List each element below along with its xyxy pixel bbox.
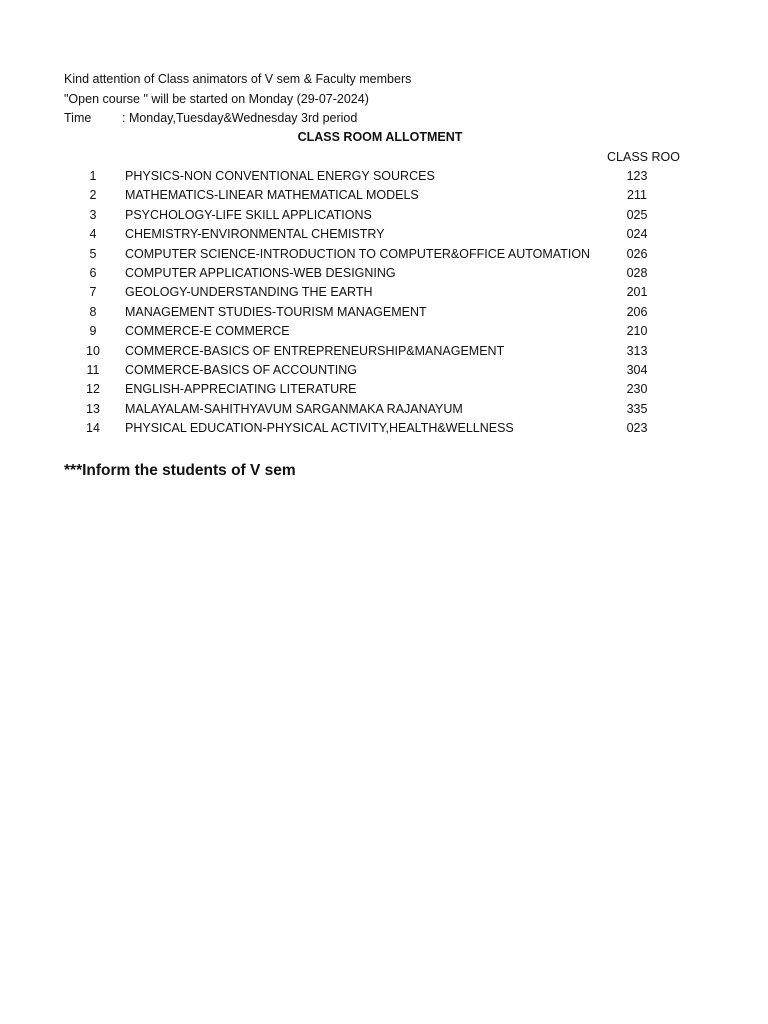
course-name: COMMERCE-E COMMERCE bbox=[125, 324, 290, 339]
table-row bbox=[0, 284, 768, 303]
table-row bbox=[0, 381, 768, 400]
table-row bbox=[0, 304, 768, 323]
row-number: 2 bbox=[89, 188, 97, 203]
row-number: 8 bbox=[89, 304, 97, 319]
room-number: 304 bbox=[626, 362, 648, 377]
room-number: 201 bbox=[626, 285, 648, 300]
row-number: 11 bbox=[86, 362, 100, 377]
course-name: ENGLISH-APPRECIATING LITERATURE bbox=[125, 382, 357, 397]
room-number: 028 bbox=[626, 265, 648, 280]
course-name: CHEMISTRY-ENVIRONMENTAL CHEMISTRY bbox=[125, 227, 385, 242]
room-number: 206 bbox=[626, 304, 648, 319]
room-number: 024 bbox=[626, 227, 648, 242]
course-name: MALAYALAM-SAHITHYAVUM SARGANMAKA RAJANAYUM bbox=[125, 401, 463, 416]
table-row bbox=[0, 420, 768, 439]
row-number: 4 bbox=[89, 227, 97, 242]
table-row bbox=[0, 207, 768, 226]
room-column-header: CLASS ROO bbox=[607, 150, 680, 164]
row-number: 13 bbox=[86, 401, 100, 416]
course-name: MANAGEMENT STUDIES-TOURISM MANAGEMENT bbox=[125, 304, 427, 319]
table-row bbox=[0, 362, 768, 381]
allotment-table bbox=[0, 168, 768, 439]
table-row bbox=[0, 168, 768, 187]
room-number: 230 bbox=[626, 382, 648, 397]
table-row bbox=[0, 226, 768, 245]
room-number: 313 bbox=[626, 343, 648, 358]
row-number: 12 bbox=[86, 382, 100, 397]
course-name: COMMERCE-BASICS OF ENTREPRENEURSHIP&MANAGEMENT bbox=[125, 343, 505, 358]
course-name: GEOLOGY-UNDERSTANDING THE EARTH bbox=[125, 285, 373, 300]
notice-line-open-course: "Open course " will be started on Monday (29-07-2024) bbox=[64, 92, 369, 106]
room-number: 026 bbox=[626, 246, 648, 261]
room-number: 025 bbox=[626, 207, 648, 222]
room-number: 123 bbox=[626, 169, 648, 183]
row-number: 3 bbox=[89, 207, 97, 222]
course-name: PHYSICAL EDUCATION-PHYSICAL ACTIVITY,HEALTH&WELLNESS bbox=[125, 421, 514, 436]
time-label: Time bbox=[64, 111, 92, 125]
table-row bbox=[0, 265, 768, 284]
row-number: 7 bbox=[89, 285, 97, 300]
notice-line-time bbox=[64, 110, 357, 126]
table-row bbox=[0, 187, 768, 206]
table-row bbox=[0, 343, 768, 362]
room-number: 335 bbox=[626, 401, 648, 416]
table-row bbox=[0, 246, 768, 265]
notice-line-attention: Kind attention of Class animators of V sem & Faculty members bbox=[64, 72, 412, 86]
footer-note: ***Inform the students of V sem bbox=[64, 462, 296, 479]
room-number: 023 bbox=[626, 421, 648, 436]
time-value: : Monday,Tuesday&Wednesday 3rd period bbox=[122, 111, 358, 125]
course-name: COMPUTER APPLICATIONS-WEB DESIGNING bbox=[125, 265, 396, 280]
row-number: 14 bbox=[86, 421, 100, 436]
course-name: PSYCHOLOGY-LIFE SKILL APPLICATIONS bbox=[125, 207, 372, 222]
course-name: COMMERCE-BASICS OF ACCOUNTING bbox=[125, 362, 357, 377]
course-name: PHYSICS-NON CONVENTIONAL ENERGY SOURCES bbox=[125, 169, 435, 183]
table-row bbox=[0, 401, 768, 420]
row-number: 9 bbox=[89, 324, 97, 339]
row-number: 6 bbox=[89, 265, 97, 280]
course-name: MATHEMATICS-LINEAR MATHEMATICAL MODELS bbox=[125, 188, 419, 203]
course-name: COMPUTER SCIENCE-INTRODUCTION TO COMPUTER&OFFICE AUTOMATION bbox=[125, 246, 591, 261]
row-number: 10 bbox=[86, 343, 100, 358]
room-number: 210 bbox=[626, 324, 648, 339]
room-number: 211 bbox=[627, 188, 647, 203]
table-row bbox=[0, 323, 768, 342]
table-title: CLASS ROOM ALLOTMENT bbox=[297, 130, 463, 144]
row-number: 1 bbox=[89, 169, 97, 183]
row-number: 5 bbox=[89, 246, 97, 261]
